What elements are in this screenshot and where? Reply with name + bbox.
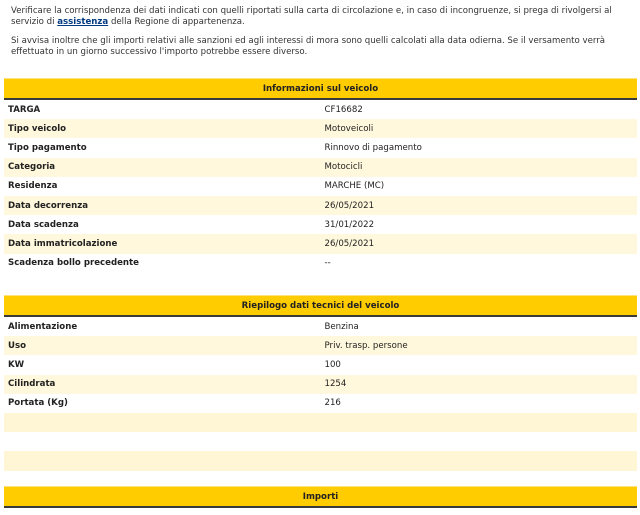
row-value — [321, 413, 638, 432]
row-value: Priv. trasp. persone — [321, 336, 638, 355]
table-row — [4, 394, 637, 413]
row-label — [4, 451, 321, 470]
row-label: Cilindrata — [4, 375, 321, 394]
intro-paragraph-2: Si avvisa inoltre che gli importi relativi alle sanzioni ed agli interessi di mora sono quelli calcolati alla data odierna. Se il versamento verrà effettuato in un giorno successivo l'importo potrebbe essere diverso. — [11, 36, 606, 57]
table-row — [4, 177, 637, 196]
table-row — [4, 254, 637, 273]
table-row — [4, 138, 637, 157]
row-label: Categoria — [4, 158, 321, 177]
row-value: Motocicli — [321, 158, 638, 177]
row-label: Data decorrenza — [4, 196, 321, 215]
table-row — [4, 413, 637, 432]
intro-notice — [11, 6, 631, 66]
row-value: 26/05/2021 — [321, 234, 638, 253]
row-label — [4, 413, 321, 432]
row-label: Tipo pagamento — [4, 138, 321, 157]
row-value: 1254 — [321, 375, 638, 394]
row-label: Scadenza bollo precedente — [4, 254, 321, 273]
row-label: Tipo veicolo — [4, 119, 321, 138]
row-label: Uso — [4, 336, 321, 355]
amounts-title: Importi — [4, 487, 637, 508]
row-label: KW — [4, 355, 321, 374]
table-row — [4, 336, 637, 355]
row-label: Residenza — [4, 177, 321, 196]
table-row — [4, 355, 637, 374]
table-row — [4, 234, 637, 253]
row-value: Rinnovo di pagamento — [321, 138, 638, 157]
row-value: MARCHE (MC) — [321, 177, 638, 196]
row-value: 26/05/2021 — [321, 196, 638, 215]
row-label: Portata (Kg) — [4, 394, 321, 413]
intro-text-1-tail: della Regione di appartenenza. — [110, 17, 245, 27]
row-value: 100 — [321, 355, 638, 374]
technical-data-title: Riepilogo dati tecnici del veicolo — [4, 296, 637, 317]
table-row — [4, 99, 637, 119]
technical-data-table — [4, 295, 637, 471]
table-row — [4, 158, 637, 177]
table-row — [4, 196, 637, 215]
row-label: Data immatricolazione — [4, 234, 321, 253]
assistenza-link[interactable]: assistenza — [57, 17, 109, 27]
vehicle-info-title: Informazioni sul veicolo — [4, 79, 637, 100]
row-label — [4, 432, 321, 451]
row-value — [321, 451, 638, 470]
table-row — [4, 432, 637, 451]
table-row — [4, 215, 637, 234]
intro-text-1: Verificare la corrispondenza dei dati indicati con quelli riportati sulla carta di circolazione e, in caso di incongruenze, si prega di rivolgersi al servizio di — [11, 6, 612, 27]
table-row — [4, 451, 637, 470]
table-row — [4, 119, 637, 138]
row-value: 216 — [321, 394, 638, 413]
row-label: TARGA — [4, 99, 321, 119]
row-label: Alimentazione — [4, 316, 321, 336]
row-value: CF16682 — [321, 99, 638, 119]
row-value: -- — [321, 254, 638, 273]
row-label: Data scadenza — [4, 215, 321, 234]
row-value: 31/01/2022 — [321, 215, 638, 234]
row-value — [321, 432, 638, 451]
table-row — [4, 316, 637, 336]
amounts-table — [4, 486, 637, 508]
table-row — [4, 375, 637, 394]
row-value: Benzina — [321, 316, 638, 336]
vehicle-info-table — [4, 78, 637, 273]
row-value: Motoveicoli — [321, 119, 638, 138]
intro-paragraph-1 — [11, 6, 631, 28]
